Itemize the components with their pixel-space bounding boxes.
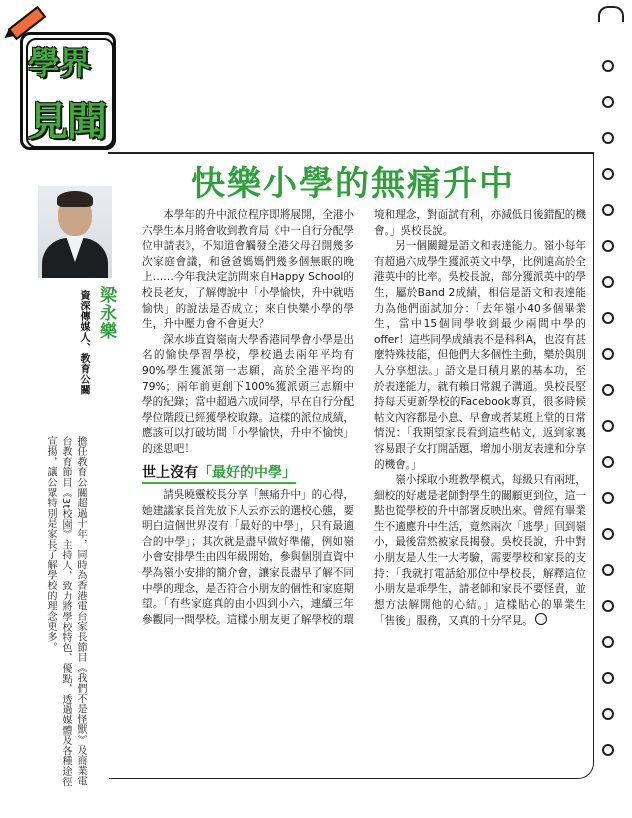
binding-ring-icon (602, 348, 614, 360)
binding-ring-icon (602, 168, 614, 180)
paragraph: 另一個關鍵是語文和表達能力。嶺小每年有超過六成學生獲派英文中學，比例遠高於全港英中的比率。吳校長說，部分獲派英中的學生，屬於Band 2成績，相信是語文和表達能力為他們面試加分：「去年嶺小40多個畢業生，當中15個同學收到最少兩間中學的offer！這些同學成績表不是科科A，也沒有甚麼特殊技能，但他們大多個性主動，樂於與別人分享想法。」語文是日積月累的基本功，至於表達能力，就有賴日常親子溝通。吳校長堅持每天更新學校的Facebook專頁，很多時候帖文內容都是小息、早會或者某班上堂的日常情況：「我期望家長看到這些帖文，返到家裏容易跟子女打開話題，增加小朋友表達和分享的機會。」 (374, 240, 586, 471)
article-title: 快樂小學的無痛升中 (191, 164, 515, 204)
paragraph: 境和理念，對面試有利，亦減低日後錯配的機會。」吳校長說。 (374, 209, 586, 237)
subheading-highlight: 「最好的中學」 (198, 464, 296, 481)
binding-ring-icon (602, 420, 614, 432)
binding-ring-icon (602, 672, 614, 684)
paragraph: 深水埗直資嶺南大學香港同學會小學是出名的愉快學習學校，學校過去兩年平均有90%學生獲派第一志願，高於全港平均的79%；兩年前更創下100%獲派頭三志願中學的紀錄；當中超過六成同學，早在自行分配學位階段已經獲學校取錄。這樣的派位成績，應該可以打破坊間「小學愉快，升中不愉快」的迷思吧！ (142, 333, 354, 455)
subheading-prefix: 世上沒有 (142, 464, 198, 481)
binding-ring-icon (602, 708, 614, 720)
binding-ring-icon (602, 744, 614, 756)
article-column-2 (374, 208, 586, 630)
paragraph: 請吳曉靈校長分享「無痛升中」的心得，她建議家長首先放下人云亦云的選校心態，要明白這個世界沒有「最好的中學」，只有最適合的中學」；其次就是盡早做好準備，例如嶺小會安排學生由四年級開始，參與個別直資中學為嶺小安排的簡介會，讓家長盡早了解不同中學的理念，是否符合小朋友的個性和家庭期望。「有些家庭真的由小四到小六，連續三年參觀同一間學校。這樣小朋友更了解學校的環 (142, 489, 354, 626)
binding-ring-icon (602, 276, 614, 288)
author-role: 資深傳媒人、教育公關 (78, 290, 89, 395)
column-logo (6, 10, 116, 160)
notebook-binding (596, 40, 620, 800)
binding-ring-icon (602, 384, 614, 396)
end-mark-icon (535, 613, 547, 625)
paragraph (374, 473, 586, 630)
section-subheading (142, 466, 296, 485)
article-column-1 (142, 208, 354, 628)
binding-ring-icon (602, 564, 614, 576)
photo-hair (57, 191, 93, 207)
binding-ring-icon (602, 96, 614, 108)
paragraph-text: 嶺小採取小班教學模式，每級只有兩班，細校的好處是老師對學生的關顧更到位，這一點也從學校的升中部署反映出來。曾經有畢業生不適應升中生活，竟然兩次「逃學」回到嶺小，最後當然被家長揭發。吳校長說，升中對小朋友是人生一大考驗，需要學校和家長的支持：「我就打電話給那位中學校長，解釋這位小朋友是乖學生，請老師和家長不要怪責，並想方法解開他的心結。」這樣貼心的畢業生「售後」服務，又真的十分罕見。 (374, 474, 586, 628)
author-photo (38, 186, 112, 278)
logo-text-1: 學界 (28, 44, 91, 82)
notebook-curl-icon (598, 6, 624, 22)
binding-ring-icon (602, 528, 614, 540)
logo-text-2: 見聞 (28, 99, 106, 145)
binding-ring-icon (602, 492, 614, 504)
binding-ring-icon (602, 636, 614, 648)
binding-ring-icon (602, 456, 614, 468)
author-name: 梁永樂 (96, 286, 116, 340)
binding-ring-icon (602, 132, 614, 144)
binding-ring-icon (602, 60, 614, 72)
binding-ring-icon (602, 204, 614, 216)
paragraph: 本學年的升中派位程序即將展開，全港小六學生本月將會收到教育局《中一自行分配學位申請表》，不知道會觸發全港父母召開幾多次家庭會議，和爸爸媽媽們幾多個無眠的晚上……今年我決定訪問來自Happy School的校長老友，了解傳說中「小學愉快，升中就唔愉快」的說法是否成立；來自快樂小學的學生，升中壓力會不會更大？ (142, 209, 354, 331)
author-bio: 擔任教育公關超過十年，同時為香港電台家長節目《我們不是怪獸》及商業電台教育節目《3t校園》主持人，致力將學校特色、優點，透過媒體及各種途徑宣揚，讓公眾特別是家長了解學校的理念更多。 (45, 436, 86, 787)
binding-ring-icon (602, 312, 614, 324)
binding-ring-icon (602, 240, 614, 252)
binding-ring-icon (602, 600, 614, 612)
